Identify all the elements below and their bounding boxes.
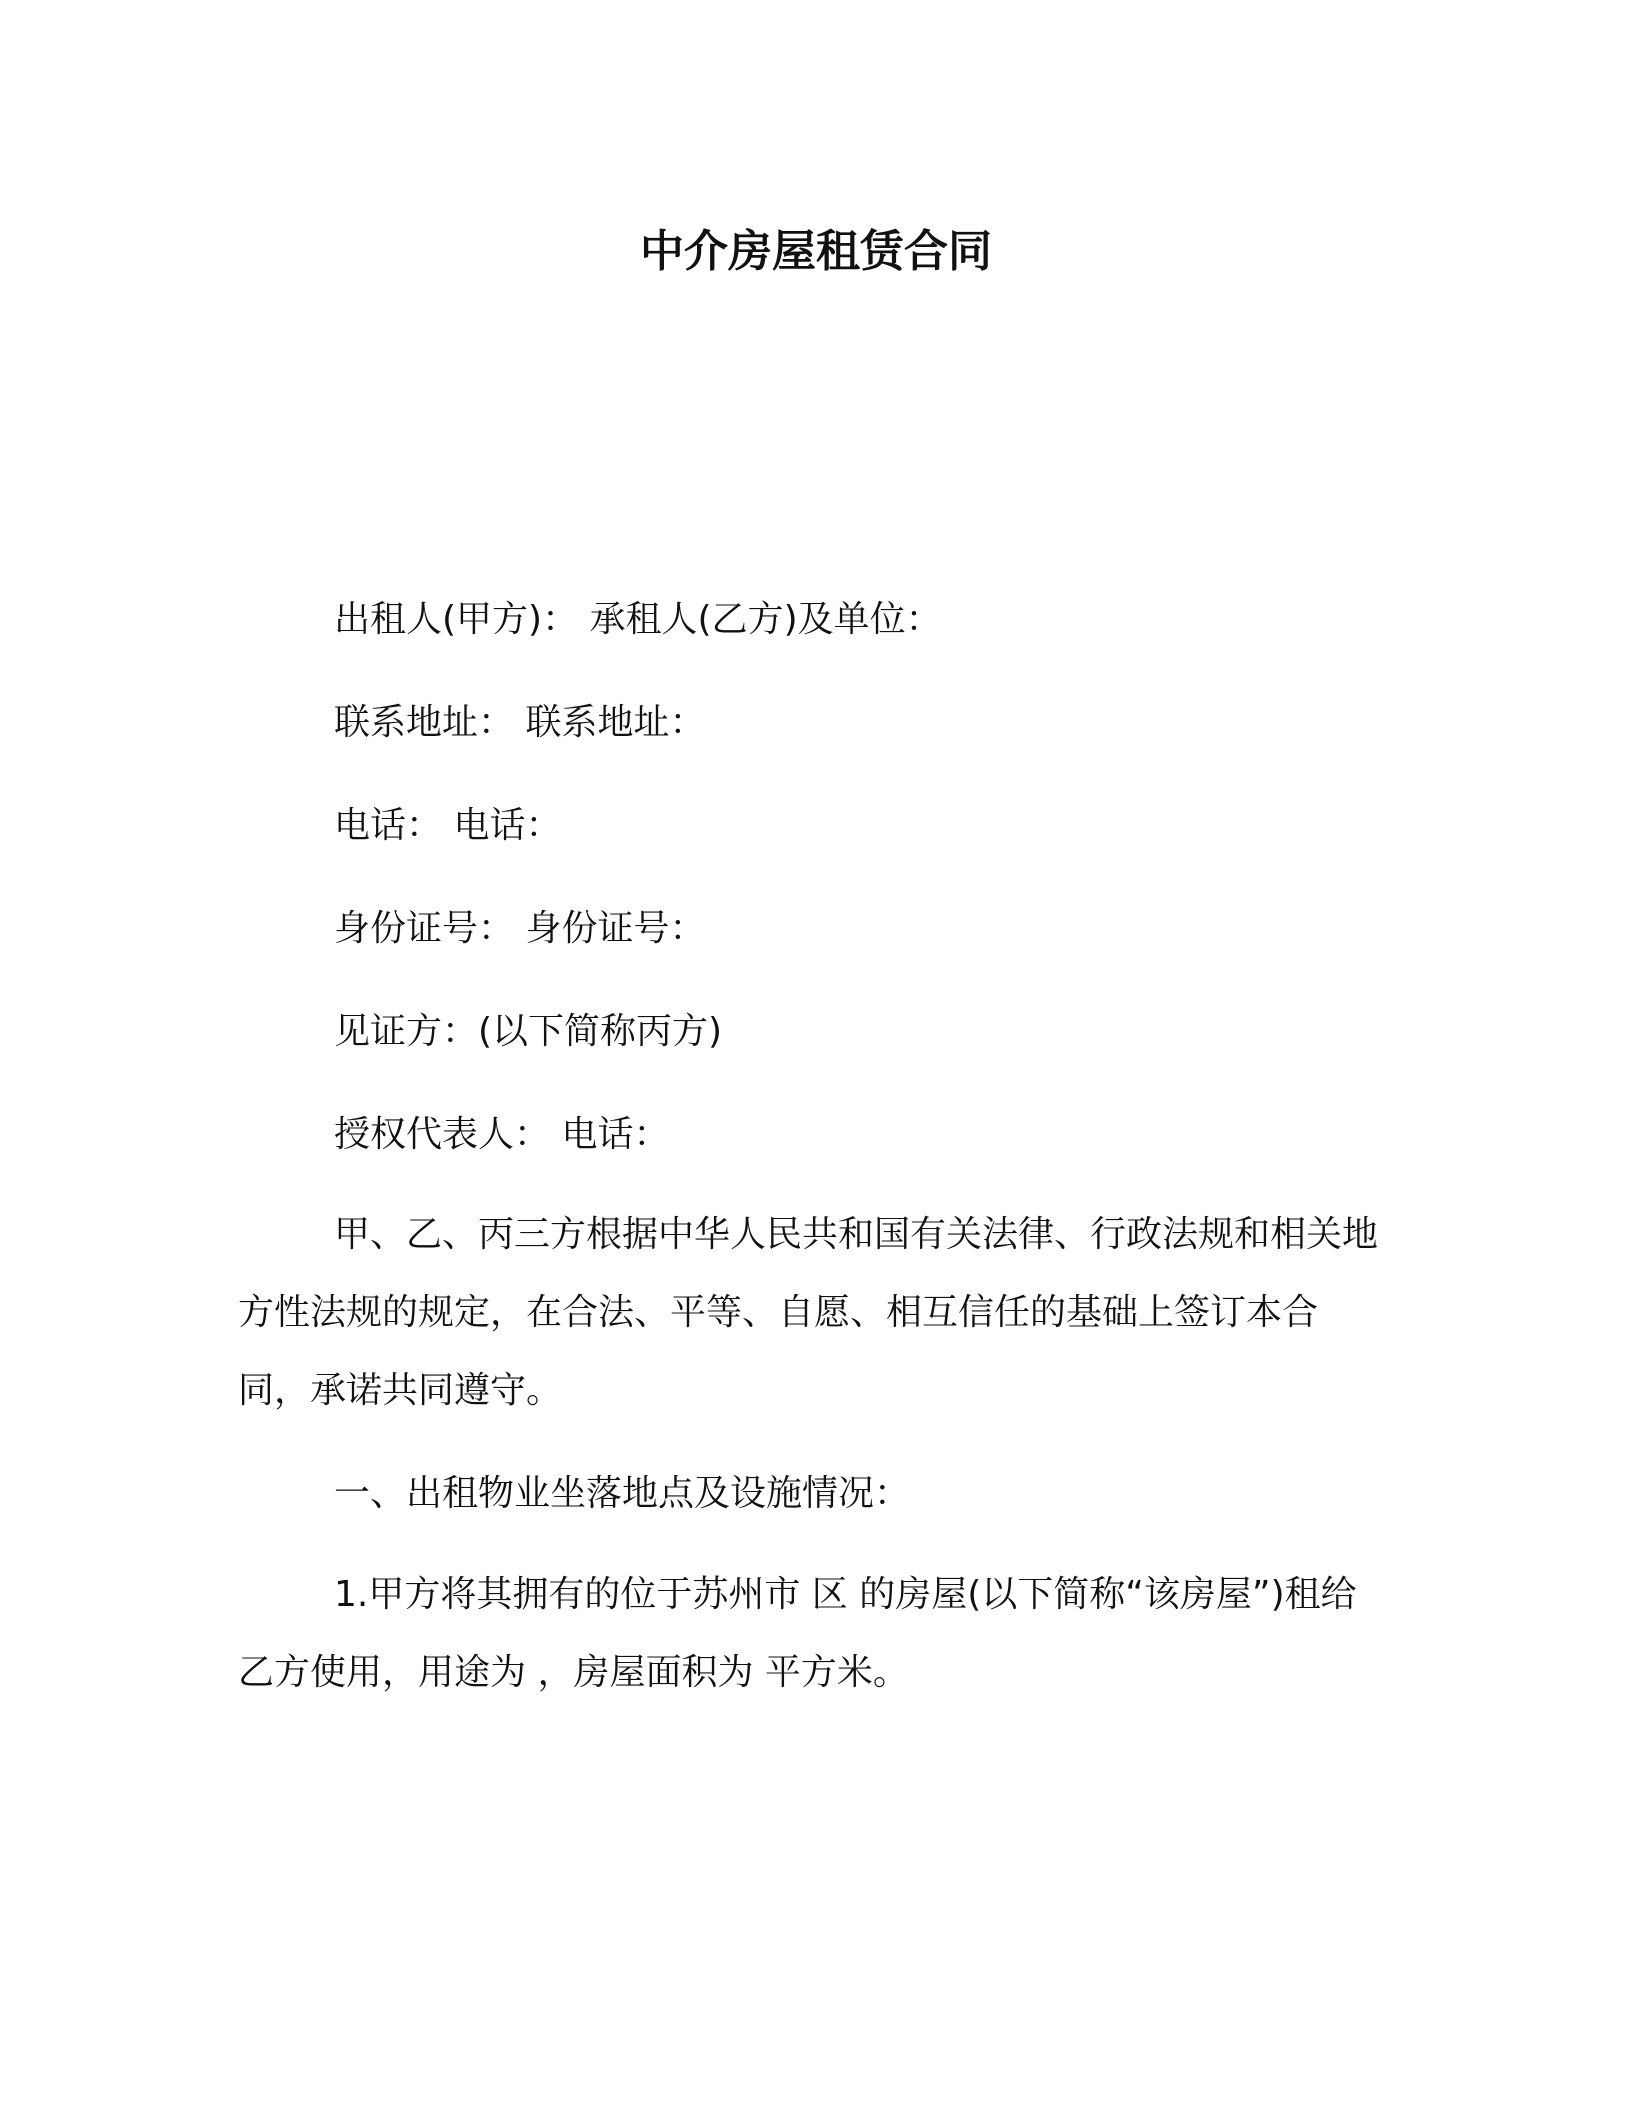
- clause-1-paragraph: 1.甲方将其拥有的位于苏州市 区 的房屋(以下简称“该房屋”)租给乙方使用，用途为 ，房屋面积为 平方米。: [238, 1574, 1357, 1693]
- field-lessor-lessee: 出租人(甲方)： 承租人(乙方)及单位：: [334, 599, 942, 640]
- document-title: 中介房屋租赁合同: [640, 226, 992, 277]
- field-witness: 见证方：(以下简称丙方): [334, 1011, 723, 1052]
- section-1-heading: 一、出租物业坐落地点及设施情况：: [334, 1473, 911, 1514]
- field-phone: 电话： 电话：: [334, 805, 562, 846]
- preamble-paragraph: 甲、乙、丙三方根据中华人民共和国有关法律、行政法规和相关地方性法规的规定，在合法、平等、自愿、相互信任的基础上签订本合同，承诺共同遵守。: [238, 1214, 1379, 1411]
- field-id-number: 身份证号： 身份证号：: [334, 908, 706, 949]
- field-authorized-representative: 授权代表人： 电话：: [334, 1114, 670, 1155]
- field-contact-address: 联系地址： 联系地址：: [334, 702, 706, 743]
